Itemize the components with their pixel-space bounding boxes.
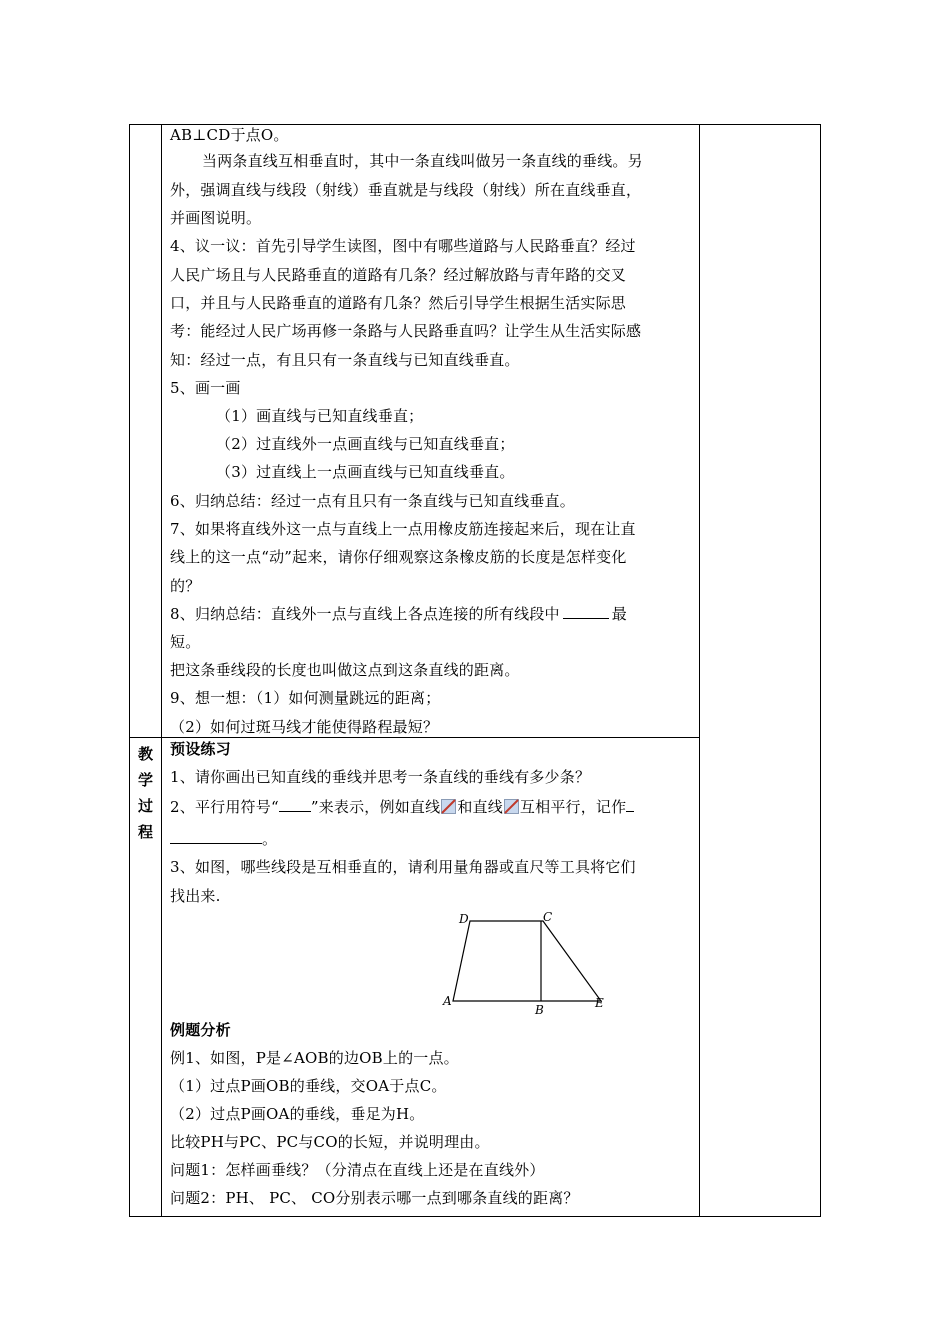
line-image-icon bbox=[441, 799, 456, 814]
point-label-b: B bbox=[535, 1003, 544, 1017]
trapezoid-shape bbox=[453, 921, 601, 1001]
text-line: （2）过直线外一点画直线与已知直线垂直； bbox=[216, 435, 515, 453]
text-line: 9、想一想：（1）如何测量跳远的距离； bbox=[170, 689, 441, 707]
text-line: 知：经过一点，有且只有一条直线与已知直线垂直。 bbox=[170, 351, 520, 369]
text-line: （1）过点P画OB的垂线，交OA于点C。 bbox=[170, 1077, 447, 1095]
fill-in-blank bbox=[626, 797, 634, 812]
line-image-icon bbox=[504, 799, 519, 814]
text-line: 口，并且与人民路垂直的道路有几条？然后引导学生根据生活实际思 bbox=[170, 294, 627, 312]
text-fragment: 互相平行，记作 bbox=[519, 798, 627, 816]
side-label-char: 教 bbox=[137, 745, 153, 763]
text-fragment: ”来表示，例如直线 bbox=[310, 798, 441, 816]
trapezoid-figure bbox=[435, 905, 620, 1020]
text-fragment: 最 bbox=[611, 605, 627, 623]
column-divider-right bbox=[699, 125, 700, 1216]
text-line: （2）过点P画OA的垂线，垂足为H。 bbox=[170, 1105, 425, 1123]
row-divider bbox=[130, 737, 700, 738]
side-label bbox=[130, 741, 161, 845]
lesson-table bbox=[129, 124, 821, 1217]
point-label-e: E bbox=[595, 996, 604, 1010]
point-label-d: D bbox=[459, 912, 469, 926]
text-line: 考：能经过人民广场再修一条路与人民路垂直吗？让学生从生活实际感 bbox=[170, 322, 642, 340]
fill-in-blank bbox=[170, 829, 262, 844]
text-line: （2）如何过斑马线才能使得路程最短？ bbox=[170, 718, 439, 736]
text-line: 1、请你画出已知直线的垂线并思考一条直线的垂线有多少条？ bbox=[170, 768, 591, 786]
text-line bbox=[170, 797, 634, 817]
text-line: 6、归纳总结：经过一点有且只有一条直线与已知直线垂直。 bbox=[170, 492, 575, 510]
side-label-char: 程 bbox=[137, 823, 153, 841]
text-line: 4、议一议：首先引导学生读图，图中有哪些道路与人民路垂直？经过 bbox=[170, 237, 636, 255]
text-line: 问题2：PH、 PC、 CO分别表示哪一点到哪条直线的距离？ bbox=[170, 1189, 579, 1207]
text-line: 3、如图，哪些线段是互相垂直的，请利用量角器或直尺等工具将它们 bbox=[170, 858, 636, 876]
text-line: 外，强调直线与线段（射线）垂直就是与线段（射线）所在直线垂直， bbox=[170, 181, 642, 199]
text-line: 人民广场且与人民路垂直的道路有几条？经过解放路与青年路的交叉 bbox=[170, 266, 627, 284]
fill-in-blank bbox=[563, 604, 609, 619]
text-line bbox=[170, 604, 627, 624]
column-divider-left bbox=[161, 125, 162, 1216]
text-line: 并画图说明。 bbox=[170, 209, 262, 227]
text-line: 找出来. bbox=[170, 887, 221, 905]
point-label-a: A bbox=[443, 994, 452, 1008]
text-fragment: 2、平行用符号“ bbox=[170, 798, 279, 816]
text-line bbox=[170, 829, 277, 849]
text-fragment: 和直线 bbox=[457, 798, 503, 816]
text-line: AB⊥CD于点O。 bbox=[170, 126, 289, 144]
example-heading: 例题分析 bbox=[170, 1021, 231, 1039]
fill-in-blank bbox=[279, 797, 311, 812]
text-line: 例1、如图，P是∠AOB的边OB上的一点。 bbox=[170, 1049, 459, 1067]
text-line: 线上的这一点“动”起来，请你仔细观察这条橡皮筋的长度是怎样变化 bbox=[170, 548, 627, 566]
practice-heading: 预设练习 bbox=[170, 740, 231, 758]
text-fragment: 8、归纳总结：直线外一点与直线上各点连接的所有线段中 bbox=[170, 605, 560, 623]
text-line: 5、画一画 bbox=[170, 379, 241, 397]
text-fragment: 。 bbox=[262, 830, 278, 848]
text-line: 短。 bbox=[170, 633, 201, 651]
text-line: 问题1：怎样画垂线？（分清点在直线上还是在直线外） bbox=[170, 1161, 545, 1179]
text-line: 7、如果将直线外这一点与直线上一点用橡皮筋连接起来后，现在让直 bbox=[170, 520, 636, 538]
point-label-c: C bbox=[543, 910, 553, 924]
text-line: （1）画直线与已知直线垂直； bbox=[216, 407, 424, 425]
side-label-char: 过 bbox=[137, 797, 153, 815]
text-line: 当两条直线互相垂直时，其中一条直线叫做另一条直线的垂线。另 bbox=[202, 152, 643, 170]
text-line: 比较PH与PC、PC与CO的长短，并说明理由。 bbox=[170, 1133, 490, 1151]
text-line: 的？ bbox=[170, 577, 201, 595]
text-line: （3）过直线上一点画直线与已知直线垂直。 bbox=[216, 463, 515, 481]
text-line: 把这条垂线段的长度也叫做这点到这条直线的距离。 bbox=[170, 661, 520, 679]
side-label-char: 学 bbox=[137, 771, 153, 789]
